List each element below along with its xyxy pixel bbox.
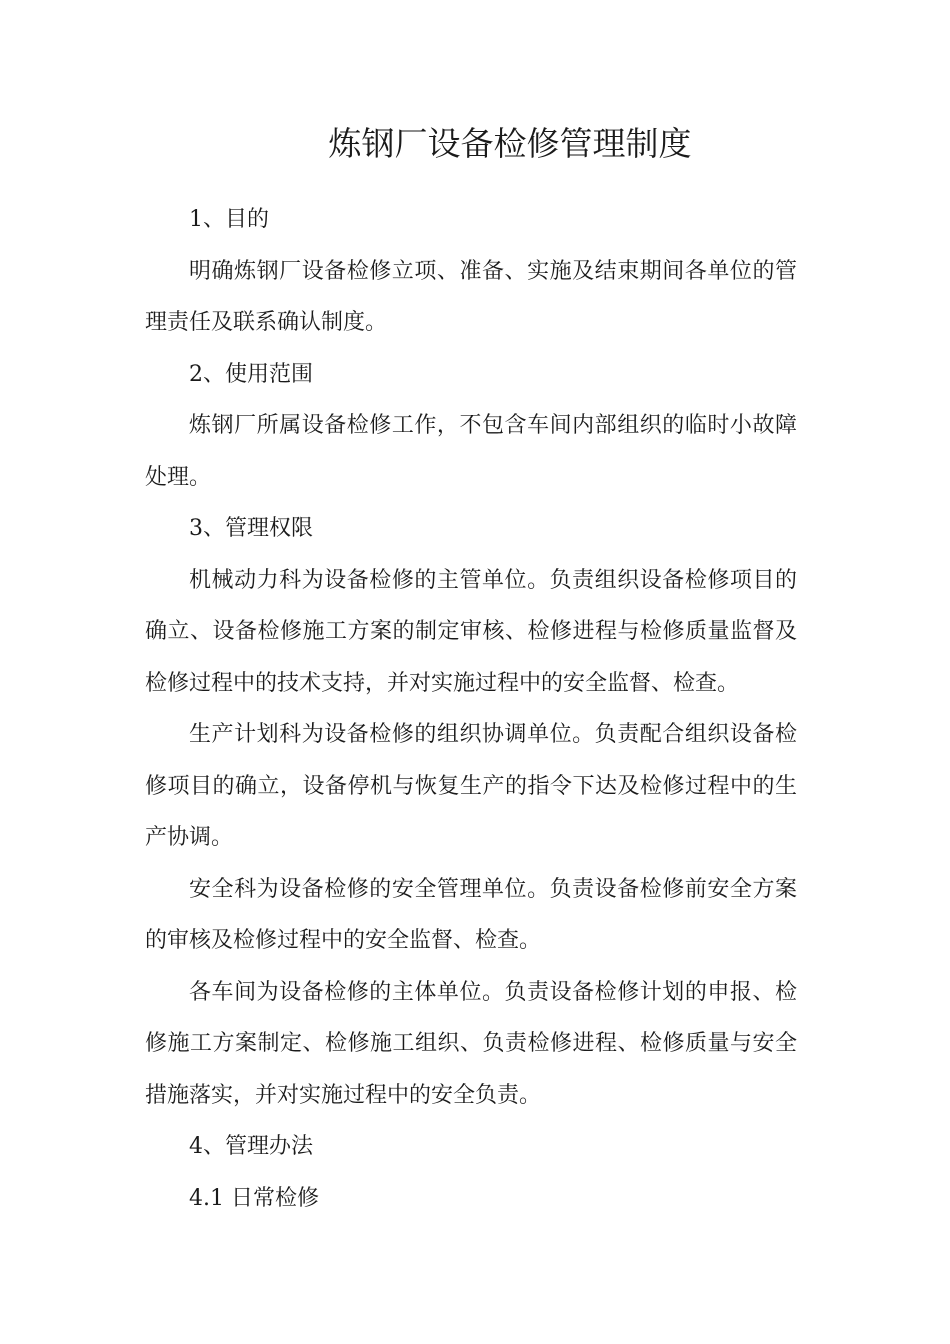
paragraph-purpose: 明确炼钢厂设备检修立项、准备、实施及结束期间各单位的管理责任及联系确认制度。 — [145, 258, 797, 335]
subsection-heading-routine: 4.1 日常检修 — [189, 1185, 319, 1211]
section-heading-authority: 3、管理权限 — [189, 516, 313, 541]
paragraph-scope: 炼钢厂所属设备检修工作，不包含车间内部组织的临时小故障处理。 — [145, 413, 797, 490]
paragraph-safety-dept: 安全科为设备检修的安全管理单位。负责设备检修前安全方案的审核及检修过程中的安全监督、检查。 — [145, 876, 797, 953]
paragraph-production-dept: 生产计划科为设备检修的组织协调单位。负责配合组织设备检修项目的确立，设备停机与恢复生产的指令下达及检修过程中的生产协调。 — [145, 722, 797, 850]
paragraph-workshops: 各车间为设备检修的主体单位。负责设备检修计划的申报、检修施工方案制定、检修施工组织、负责检修进程、检修质量与安全措施落实，并对实施过程中的安全负责。 — [145, 979, 797, 1108]
document-title: 炼钢厂设备检修管理制度 — [328, 124, 692, 163]
section-heading-purpose: 1、目的 — [189, 207, 269, 232]
document-body — [145, 194, 797, 1224]
section-heading-scope: 2、使用范围 — [189, 361, 313, 387]
section-heading-methods: 4、管理办法 — [189, 1134, 313, 1159]
paragraph-mechanical-dept: 机械动力科为设备检修的主管单位。负责组织设备检修项目的确立、设备检修施工方案的制定审核、检修进程与检修质量监督及检修过程中的技术支持，并对实施过程中的安全监督、检查。 — [145, 567, 797, 696]
